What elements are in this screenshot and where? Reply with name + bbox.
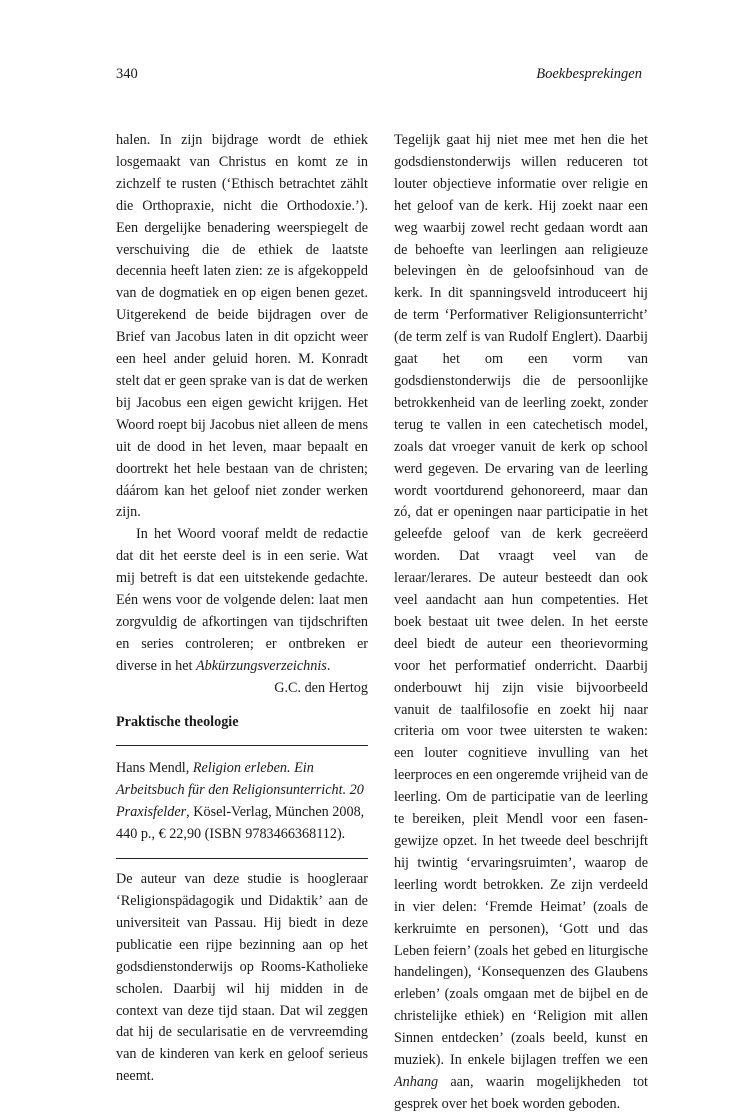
paragraph-end: aan, waarin mogelijkheden tot gesprek over het boek worden geboden. bbox=[394, 1073, 648, 1112]
book-reference bbox=[116, 758, 368, 846]
paragraph bbox=[394, 130, 648, 1116]
italic-term: Abkürzungsverzeichnis bbox=[195, 657, 327, 674]
book-details: , Kösel-Verlag, München 2008, 440 p., € 22,90 (ISBN 9783466368112). bbox=[116, 804, 365, 843]
book-author: Hans Mendl, bbox=[116, 760, 193, 777]
left-column bbox=[116, 130, 368, 1088]
reviewer-signature: G.C. den Hertog bbox=[274, 679, 368, 696]
paragraph-end: . bbox=[326, 657, 331, 674]
right-column bbox=[394, 130, 648, 1116]
divider bbox=[116, 745, 368, 746]
book-title: Religion erleben. Ein Arbeitsbuch für den Religionsunterricht. 20 Praxisfelder bbox=[116, 760, 364, 821]
paragraph: halen. In zijn bijdrage wordt de ethiek losgemaakt van Christus en komt ze in zichzelf te rusten (‘Ethisch betrachtet zählt die Orthopraxie, nicht die Orthodoxie.’). Een dergelijke benadering weerspiegelt de verschuiving die de ethiek de laatste decennia heeft laten zien: ze is afgekoppeld van de dogmatiek en op eigen benen gezet. Uitgerekend de beide bijdragen over de Brief van Jacobus laten in dit opzicht weer een heel ander geluid horen. M. Konradt stelt dat er geen sprake van is dat de werken bij Jacobus een eigen gewicht krijgen. Het Woord roept bij Jacobus niet alleen de mens uit de dood in het leven, maar bepaalt en doortrekt het hele bestaan van de christen; dáárom kan het geloof niet zonder werken zijn. bbox=[116, 132, 368, 521]
running-head: Boekbesprekingen bbox=[536, 66, 642, 82]
section-heading: Praktische theologie bbox=[116, 713, 239, 730]
paragraph: De auteur van deze studie is hoogleraar ‘Religionspädagogik und Didaktik’ aan de universiteit van Passau. Hij biedt in deze publicatie een rijpe bezinning aan op het godsdienstonderwijs op Rooms-Katholieke scholen. Daarbij wil hij midden in de context van deze tijd staan. Dat wil zeggen dat hij de secularisatie en de vervreemding van de kinderen van kerk en geloof serieus neemt. bbox=[116, 871, 368, 1085]
paragraph-text: Tegelijk gaat hij niet mee met hen die het godsdienstonderwijs willen reduceren tot louter objectieve informatie over religie en het geloof van de kerk. Hij zoekt naar een weg waarbij zowel recht gedaan wordt aan de behoefte van leerlingen aan religieuze belevingen èn de geloofsinhoud van de kerk. In dit spanningsveld introduceert hij de term ‘Performativer Religionsunterricht’ (de term zelf is van Rudolf Englert). Daarbij gaat het om een vorm van godsdienstonderwijs die de persoonlijke betrokkenheid van de leerling zoekt, zonder terug te vallen in een catechetisch model, zoals dat vroeger vanuit de kerk op school werd gegeven. De ervaring van de leerling wordt voortdurend gehonoreerd, maar dan zó, dat er openingen naar participatie in het geleefde geloof van de kerk gecreëerd worden. Dat vraagt veel van de leraar/lerares. De auteur besteedt dan ook veel aandacht aan hun competenties. Het boek bestaat uit twee delen. In het eerste deel biedt de auteur een theorievorming voor het performatief onderricht. Daarbij onderbouwt hij zijn visie bijvoorbeeld vanuit de taalfilosofie en zoekt hij naar criteria om voor twee uitersten te waken: een louter cognitieve invulling van het leerproces en een ongeremde vrijheid van de leerling. Om de participatie van de leerling te bereiken, pleit Mendl voor een fasen-gewijze opzet. In het tweede deel beschrijft hij twintig ‘ervaringsruimten’, waarop de leerling wordt betrokken. Ze zijn verdeeld in vier delen: ‘Fremde Heimat’ (zoals de kerkruimte en personen), ‘Gott und das Leben feiern’ (zoals het gebed en liturgische handelingen), ‘Konsequenzen des Glaubens erleben’ (zoals omgaan met de bijbel en de christelijke ethiek) en ‘Religion mit allen Sinnen entdecken’ (zoals beeld, kunst en muziek). In enkele bijlagen treffen we een bbox=[394, 132, 648, 1069]
divider bbox=[116, 858, 368, 859]
page-number: 340 bbox=[116, 66, 138, 82]
paragraph bbox=[116, 524, 368, 677]
paragraph-text: In het Woord vooraf meldt de redactie dat dit het eerste deel is in een serie. Wat mij betreft is dat een uitstekende gedachte. Eén wens voor de volgende delen: laat men zorgvuldig de afkortingen van tijdschriften en series controleren; er ontbreken er diverse in het bbox=[116, 526, 368, 674]
italic-term: Anhang bbox=[394, 1073, 439, 1090]
